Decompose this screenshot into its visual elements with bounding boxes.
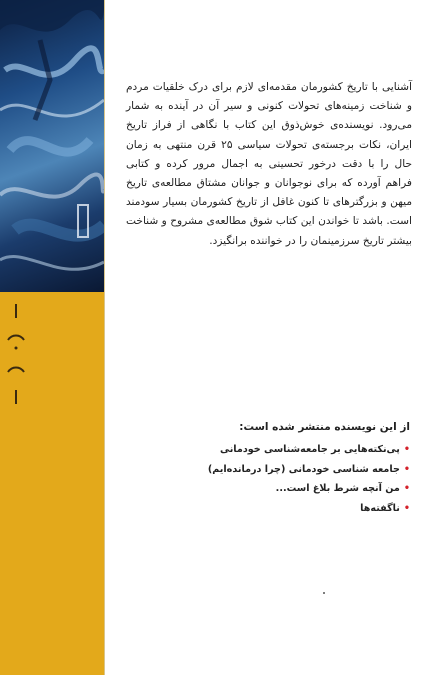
bullet-icon: • (403, 444, 410, 455)
list-item: •جامعه شناسی خودمانی (چرا درمانده‌ایم) (207, 463, 410, 475)
bullet-icon: • (403, 463, 410, 475)
bullet-icon: • (403, 483, 410, 494)
blurb-text: آشنایی با تاریخ کشورمان مقدمه‌ای لازم برای درک خلقیات مردم و شناخت زمینه‌های تحولات کنونی و سیر آن در آینده به شمار می‌رود. نویسنده‌ی خوش‌ذوق این کتاب با نگاهی از فراز تاریخ ایران، نکات برجسته‌ی تحولات سیاسی ۲۵ قرن منتهی به زمان حال را با دقت درخور تحسینی به اجمال مرور کرده و کتابی فراهم آورده که برای نوجوانان و جوانان مشتاق مطالعه‌ی تاریخ میهن و بزرگترهای تا کنون غافل از تاریخ کشورمان بسیار سودمند است. باشد تا خواندن این کتاب شوق مطالعه‌ی مشروح و شناخت بیشتر تاریخ سرزمینمان را در خواننده برانگیزد. (126, 81, 412, 247)
other-works-list (140, 440, 410, 518)
artwork-painting (0, 0, 104, 292)
spine-artwork (0, 0, 104, 292)
list-item: •پی‌نکته‌هایی بر جامعه‌شناسی خودمانی (219, 444, 410, 455)
page-dot (323, 592, 325, 594)
other-works-heading: از این نویسنده منتشر شده است: (239, 421, 410, 433)
back-cover-blurb (126, 78, 412, 251)
bullet-icon: • (403, 502, 410, 514)
spine-fold-line (104, 0, 105, 675)
list-item: •من آنچه شرط بلاغ است... (275, 483, 410, 494)
list-item: •ناگفته‌ها (360, 502, 410, 514)
spine-lettering (2, 300, 30, 420)
